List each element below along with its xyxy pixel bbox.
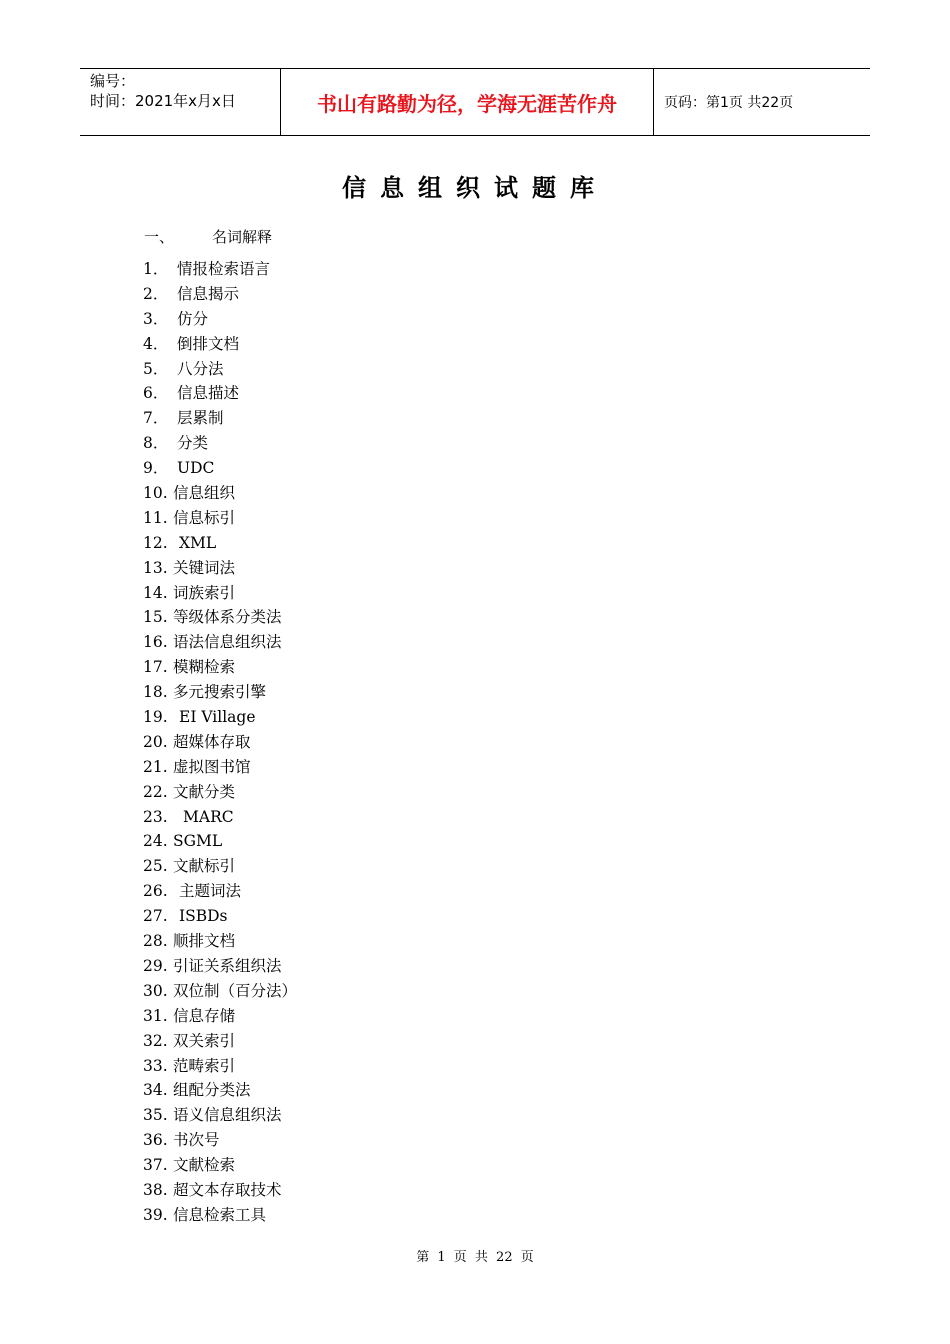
list-item-number: 11. <box>143 508 168 527</box>
list-item <box>143 655 297 680</box>
list-item-text: EI Village <box>179 708 256 727</box>
list-item-number: 2． <box>143 284 169 303</box>
list-item-text: 语法信息组织法 <box>173 633 282 652</box>
list-item-text: 关键词法 <box>173 558 236 577</box>
list-item-number: 36. <box>143 1131 168 1150</box>
list-item-number: 1． <box>143 260 169 278</box>
list-item <box>143 481 297 506</box>
list-item-number: 17. <box>143 658 168 677</box>
list-item <box>143 456 297 481</box>
list-item-number: 4． <box>143 334 169 353</box>
list-item <box>143 282 297 307</box>
list-item <box>143 531 297 556</box>
list-item <box>143 755 297 780</box>
list-item-text: 模糊检索 <box>173 658 236 677</box>
list-item <box>143 506 297 531</box>
list-item-text: 仿分 <box>177 309 209 328</box>
list-item-text: 主题词法 <box>179 882 242 901</box>
list-item <box>143 431 297 456</box>
list-item <box>143 879 297 904</box>
list-item-number: 29. <box>143 956 168 975</box>
list-item-number: 32. <box>143 1031 168 1050</box>
list-item-number: 26. <box>143 882 168 901</box>
list-item <box>143 805 297 830</box>
list-item-number: 20. <box>143 732 168 751</box>
page-footer: 第 1 页 共 22 页 <box>416 1250 534 1265</box>
list-item <box>143 1153 297 1178</box>
list-item <box>143 1078 297 1103</box>
term-list <box>143 257 297 1228</box>
list-item-text: 双位制（百分法） <box>173 981 298 1000</box>
list-item <box>143 332 297 357</box>
list-item-text: 层累制 <box>177 409 224 428</box>
list-item <box>143 406 297 431</box>
list-item-text: 八分法 <box>177 359 224 378</box>
list-item-text: 引证关系组织法 <box>173 956 282 975</box>
list-item-number: 14. <box>143 583 168 602</box>
list-item-number: 35. <box>143 1106 168 1125</box>
list-item <box>143 1128 297 1153</box>
list-item <box>143 630 297 655</box>
list-item-number: 22. <box>143 782 168 801</box>
list-item-number: 30. <box>143 981 168 1000</box>
list-item <box>143 1029 297 1054</box>
list-item <box>143 257 297 282</box>
list-item-text: 信息揭示 <box>177 284 240 303</box>
page-title: 信息组织试题库 <box>342 174 608 202</box>
list-item-text: 书次号 <box>173 1131 220 1150</box>
list-item-number: 8． <box>143 434 169 453</box>
list-item-text: UDC <box>177 459 215 478</box>
list-item-number: 15. <box>143 608 168 627</box>
list-item-text: 信息标引 <box>173 508 236 527</box>
list-item-text: 分类 <box>177 434 209 453</box>
list-item-number: 25. <box>143 857 168 876</box>
header-motto: 书山有路勤为径，学海无涯苦作舟 <box>281 69 654 135</box>
list-item <box>143 854 297 879</box>
list-item-number: 7． <box>143 409 169 428</box>
header-meta-cell <box>80 69 281 135</box>
list-item-number: 38. <box>143 1180 168 1199</box>
list-item <box>143 581 297 606</box>
list-item-number: 19. <box>143 708 168 727</box>
list-item-text: 文献标引 <box>173 857 236 876</box>
list-item-number: 10. <box>143 484 168 503</box>
list-item <box>143 605 297 630</box>
list-item-text: 语义信息组织法 <box>173 1106 282 1125</box>
list-item <box>143 979 297 1004</box>
list-item-number: 34. <box>143 1081 168 1100</box>
list-item-number: 33. <box>143 1056 168 1075</box>
list-item-number: 9． <box>143 459 169 478</box>
list-item <box>143 1004 297 1029</box>
list-item <box>143 929 297 954</box>
list-item-number: 27. <box>143 907 168 926</box>
list-item-text: XML <box>179 533 217 552</box>
list-item <box>143 829 297 854</box>
list-item-text: 多元搜索引擎 <box>173 683 267 702</box>
list-item <box>143 1054 297 1079</box>
document-number-label: 编号： <box>90 72 136 90</box>
list-item-number: 16. <box>143 633 168 652</box>
list-item-number: 18. <box>143 683 168 702</box>
list-item <box>143 1103 297 1128</box>
list-item <box>143 904 297 929</box>
list-item-text: 信息描述 <box>177 384 240 403</box>
list-item-number: 24. <box>143 832 168 851</box>
list-item <box>143 780 297 805</box>
section-number: 一、 <box>144 228 175 246</box>
list-item-text: 超文本存取技术 <box>173 1180 282 1199</box>
list-item <box>143 307 297 332</box>
list-item-number: 5． <box>143 359 169 378</box>
list-item <box>143 705 297 730</box>
list-item-number: 13. <box>143 558 168 577</box>
list-item-number: 3． <box>143 309 169 328</box>
list-item-number: 37. <box>143 1156 168 1175</box>
list-item-text: MARC <box>183 807 234 826</box>
list-item-text: 信息组织 <box>173 484 236 503</box>
list-item-number: 23. <box>143 807 168 826</box>
list-item <box>143 381 297 406</box>
list-item <box>143 730 297 755</box>
list-item-number: 28. <box>143 932 168 951</box>
section-title: 名词解释 <box>212 228 273 246</box>
list-item-text: 顺排文档 <box>173 932 236 951</box>
list-item-text: 情报检索语言 <box>177 260 271 278</box>
list-item-text: 等级体系分类法 <box>173 608 282 627</box>
list-item-text: 双关索引 <box>173 1031 236 1050</box>
list-item <box>143 1203 297 1228</box>
list-item <box>143 556 297 581</box>
list-item-text: 组配分类法 <box>173 1081 251 1100</box>
list-item-number: 31. <box>143 1006 168 1025</box>
list-item-text: 信息检索工具 <box>173 1205 267 1224</box>
list-item-number: 21. <box>143 757 168 776</box>
list-item-text: SGML <box>173 832 223 851</box>
list-item-text: 虚拟图书馆 <box>173 757 251 776</box>
list-item-text: 文献检索 <box>173 1156 236 1175</box>
list-item <box>143 680 297 705</box>
list-item-text: 范畴索引 <box>173 1056 236 1075</box>
list-item-text: ISBDs <box>179 907 228 926</box>
list-item-text: 词族索引 <box>173 583 236 602</box>
document-header <box>80 68 870 136</box>
list-item-text: 信息存储 <box>173 1006 236 1025</box>
list-item-number: 39. <box>143 1205 168 1224</box>
list-item-number: 12. <box>143 533 168 552</box>
document-date-label: 时间：2021年x月x日 <box>90 92 236 110</box>
list-item <box>143 1178 297 1203</box>
list-item-text: 超媒体存取 <box>173 732 251 751</box>
section-heading <box>144 226 272 247</box>
list-item-number: 6． <box>143 384 169 403</box>
list-item <box>143 357 297 382</box>
header-page-info: 页码：第1页 共22页 <box>664 95 794 111</box>
list-item <box>143 954 297 979</box>
list-item-text: 文献分类 <box>173 782 236 801</box>
list-item-text: 倒排文档 <box>177 334 240 353</box>
